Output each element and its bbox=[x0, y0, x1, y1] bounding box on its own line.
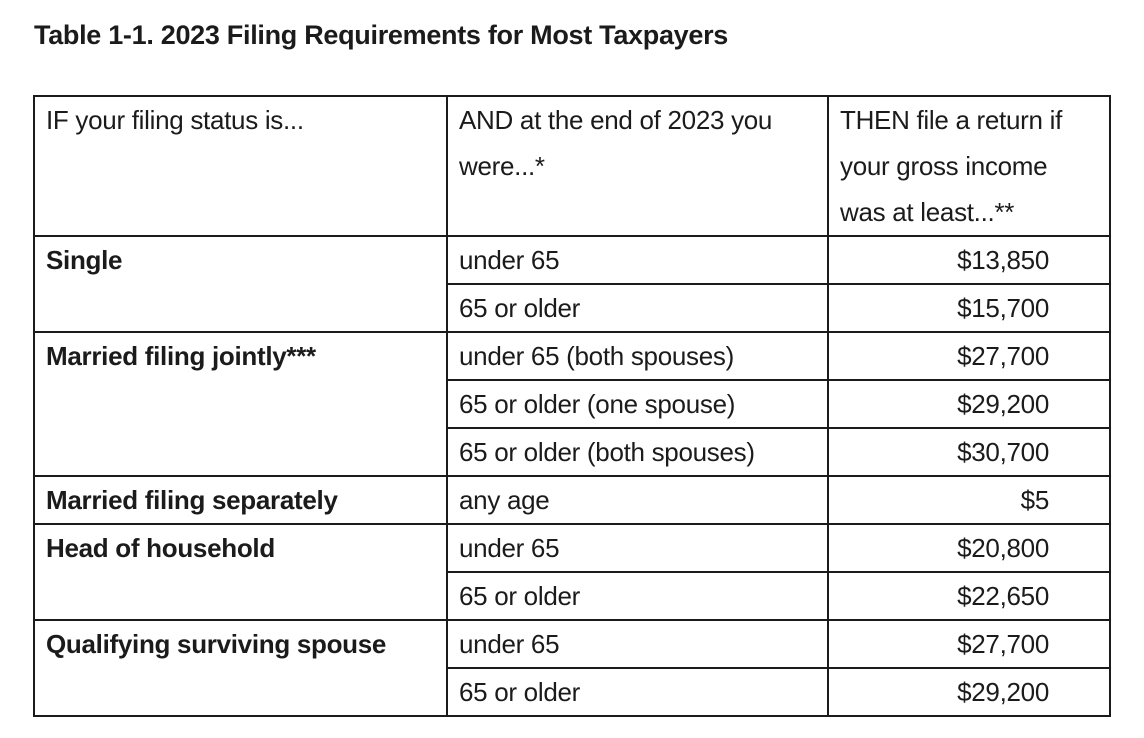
age-cell: any age bbox=[447, 476, 828, 524]
header-gross-income: THEN file a return if your gross income was at least...** bbox=[828, 96, 1110, 236]
income-threshold-cell: $22,650 bbox=[828, 572, 1110, 620]
income-threshold-cell: $27,700 bbox=[828, 332, 1110, 380]
filing-status-cell: Single bbox=[34, 236, 447, 332]
filing-status-cell: Married filing jointly*** bbox=[34, 332, 447, 476]
table-row bbox=[34, 476, 1110, 524]
income-threshold-cell: $29,200 bbox=[828, 380, 1110, 428]
header-filing-status: IF your filing status is... bbox=[34, 96, 447, 236]
income-threshold-cell: $20,800 bbox=[828, 524, 1110, 572]
age-cell: 65 or older bbox=[447, 284, 828, 332]
table-row bbox=[34, 620, 1110, 668]
income-threshold-cell: $30,700 bbox=[828, 428, 1110, 476]
filing-status-cell: Married filing separately bbox=[34, 476, 447, 524]
age-cell: 65 or older bbox=[447, 572, 828, 620]
income-threshold-cell: $29,200 bbox=[828, 668, 1110, 716]
age-cell: under 65 bbox=[447, 236, 828, 284]
table-row bbox=[34, 524, 1110, 572]
age-cell: 65 or older (one spouse) bbox=[447, 380, 828, 428]
table-row bbox=[34, 332, 1110, 380]
income-threshold-cell: $15,700 bbox=[828, 284, 1110, 332]
age-cell: under 65 bbox=[447, 524, 828, 572]
income-threshold-cell: $5 bbox=[828, 476, 1110, 524]
filing-status-cell: Head of household bbox=[34, 524, 447, 620]
age-cell: under 65 (both spouses) bbox=[447, 332, 828, 380]
age-cell: 65 or older bbox=[447, 668, 828, 716]
age-cell: under 65 bbox=[447, 620, 828, 668]
filing-requirements-table bbox=[33, 95, 1111, 717]
income-threshold-cell: $27,700 bbox=[828, 620, 1110, 668]
header-age: AND at the end of 2023 you were...* bbox=[447, 96, 828, 236]
table-title: Table 1-1. 2023 Filing Requirements for Most Taxpayers bbox=[34, 20, 729, 50]
age-cell: 65 or older (both spouses) bbox=[447, 428, 828, 476]
income-threshold-cell: $13,850 bbox=[828, 236, 1110, 284]
table-header-row bbox=[34, 96, 1110, 236]
table-row bbox=[34, 236, 1110, 284]
filing-status-cell: Qualifying surviving spouse bbox=[34, 620, 447, 716]
